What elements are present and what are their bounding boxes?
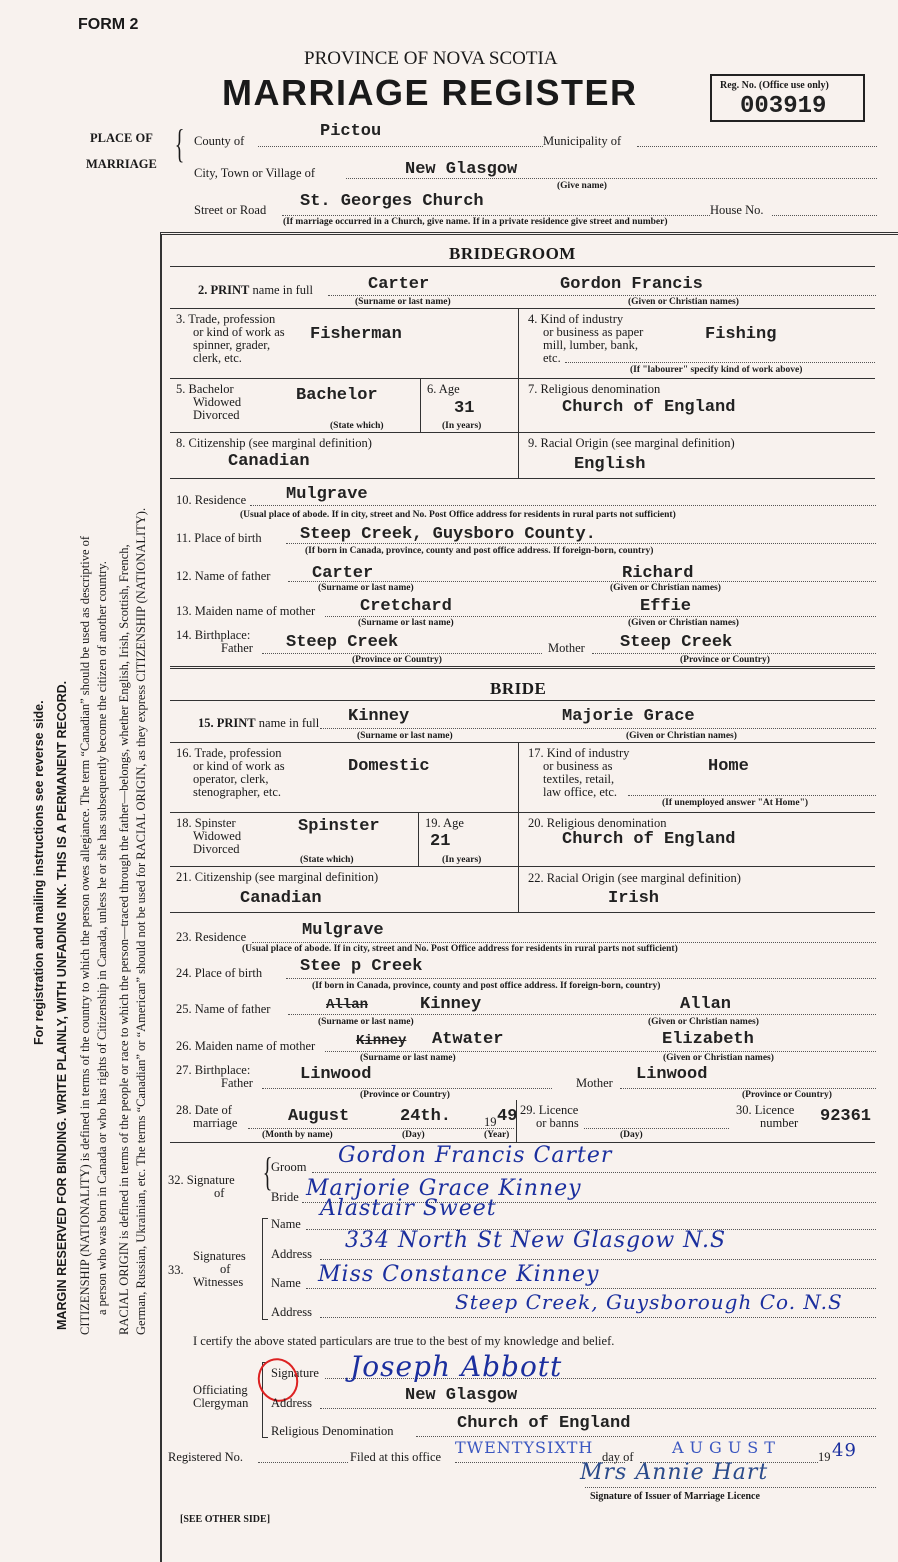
caption: (If "labourer" specify kind of work above) xyxy=(630,365,803,375)
label: of xyxy=(214,1186,225,1200)
bride-residence: Mulgrave xyxy=(302,921,384,940)
bride-citizenship: Canadian xyxy=(240,889,322,908)
filed-month: AUGUST xyxy=(672,1438,781,1457)
marriage-year: 49 xyxy=(497,1107,518,1126)
groom-father-birthplace: Steep Creek xyxy=(286,633,399,652)
give-name-caption: (Give name) xyxy=(557,181,607,191)
marriage-month: August xyxy=(288,1107,350,1126)
groom-religion: Church of England xyxy=(562,398,736,417)
label: law office, etc. xyxy=(543,785,618,799)
caption: (Given or Christian names) xyxy=(626,731,737,741)
label: 4. Kind of industry xyxy=(528,312,624,326)
caption: (Year) xyxy=(484,1130,510,1140)
bride-mother-given: Elizabeth xyxy=(662,1030,754,1049)
certify-statement: I certify the above stated particulars are true to the best of my knowledge and belief. xyxy=(193,1334,615,1348)
brace: { xyxy=(262,1149,273,1194)
label: or banns xyxy=(536,1116,579,1130)
label: 9. Racial Origin (see marginal definition) xyxy=(528,436,735,450)
bride-racial-origin: Irish xyxy=(608,889,660,908)
page-title: MARRIAGE REGISTER xyxy=(222,72,638,113)
label: 16. Trade, profession xyxy=(176,746,282,760)
year-prefix: 19 xyxy=(818,1450,831,1464)
brace: { xyxy=(174,121,185,166)
see-other-side: [SEE OTHER SIDE] xyxy=(180,1514,271,1525)
groom-signature: Gordon Francis Carter xyxy=(338,1143,613,1168)
label: operator, clerk, xyxy=(193,772,269,786)
label: Name xyxy=(271,1276,301,1290)
clergyman-denomination: Church of England xyxy=(457,1414,631,1433)
label: 14. Birthplace: xyxy=(176,628,251,642)
groom-surname: Carter xyxy=(368,275,430,294)
label: Mother xyxy=(576,1076,613,1090)
label: of xyxy=(220,1262,231,1276)
groom-industry: Fishing xyxy=(705,325,777,344)
label: Father xyxy=(221,641,253,655)
label: 28. Date of xyxy=(176,1103,232,1117)
witness2-address: Steep Creek, Guysborough Co. N.S xyxy=(455,1290,843,1314)
street-value: St. Georges Church xyxy=(300,192,484,211)
filed-year: 49 xyxy=(832,1440,857,1461)
label: stenographer, etc. xyxy=(193,785,282,799)
label: 33. xyxy=(168,1263,184,1277)
county-label: County of xyxy=(194,134,245,148)
groom-father-surname: Carter xyxy=(312,564,374,583)
label: 20. Religious denomination xyxy=(528,816,667,830)
bride-trade: Domestic xyxy=(348,757,430,776)
label: Groom xyxy=(271,1160,307,1174)
bride-given-names: Majorie Grace xyxy=(562,707,695,726)
label: 7. Religious denomination xyxy=(528,382,661,396)
label: textiles, retail, xyxy=(543,772,615,786)
label: Divorced xyxy=(193,842,240,856)
label: Address xyxy=(271,1396,312,1410)
caption: (Surname or last name) xyxy=(358,618,454,628)
place-label: PLACE OF xyxy=(90,131,153,145)
label: mill, lumber, bank, xyxy=(543,338,638,352)
label: 18. Spinster xyxy=(176,816,236,830)
label: Clergyman xyxy=(193,1396,249,1410)
label: Filed at this office xyxy=(350,1450,442,1464)
caption: (Month by name) xyxy=(262,1130,333,1140)
label: 11. Place of birth xyxy=(176,531,262,545)
witness1-address: 334 North St New Glasgow N.S xyxy=(345,1228,727,1253)
bride-father-birthplace: Linwood xyxy=(300,1065,372,1084)
caption: (Usual place of abode. If in city, street and No. Post Office address for residents in rural parts not sufficient) xyxy=(240,510,676,520)
brace xyxy=(262,1218,268,1320)
label: 30. Licence xyxy=(736,1103,795,1117)
form-number: FORM 2 xyxy=(78,16,139,33)
bride-industry: Home xyxy=(708,757,749,776)
caption: (Day) xyxy=(620,1130,643,1140)
clergyman-address: New Glasgow xyxy=(405,1386,518,1405)
caption: (Surname or last name) xyxy=(318,583,414,593)
label: 32. Signature xyxy=(168,1173,235,1187)
label: 3. Trade, profession xyxy=(176,312,276,326)
street-note: (If marriage occurred in a Church, give name. If in a private residence give street and number) xyxy=(283,217,668,227)
bride-birthplace: Stee p Creek xyxy=(300,957,423,976)
caption: (In years) xyxy=(442,855,482,865)
margin-racial-def-2: German, Russian, Ukrainian, etc. The terms “Canadian” or “American” should not be used for RACIAL ORIGIN, as they express CITIZENSHIP (NATIONALITY). xyxy=(134,507,148,1335)
margin-racial-def: RACIAL ORIGIN is defined in terms of the people or race to which the person—traced through the father—belongs, whether English, Irish, Scottish, French, xyxy=(117,544,131,1335)
groom-marital-status: Bachelor xyxy=(296,386,378,405)
label: 24. Place of birth xyxy=(176,966,263,980)
county-value: Pictou xyxy=(320,122,382,141)
label: Bride xyxy=(271,1190,299,1204)
year-prefix: 19 xyxy=(484,1115,497,1129)
label: 8. Citizenship (see marginal definition) xyxy=(176,436,372,450)
caption: (Given or Christian names) xyxy=(628,297,739,307)
margin-citizenship-def-2: a person who was born in Canada or who has rights of Citizenship in Canada, unless he or she has subsequently become the citizen of another country. xyxy=(95,561,109,1315)
caption: (Surname or last name) xyxy=(318,1017,414,1027)
label: 26. Maiden name of mother xyxy=(176,1039,316,1053)
bride-surname: Kinney xyxy=(348,707,410,726)
label: Father xyxy=(221,1076,253,1090)
marriage-day: 24th. xyxy=(400,1107,452,1126)
issuer-signature: Mrs Annie Hart xyxy=(580,1460,769,1485)
label: Signature xyxy=(271,1366,319,1380)
bride-father-struck: Allan xyxy=(326,997,369,1013)
witness1-signature: Alastair Sweet xyxy=(320,1196,497,1221)
label: Mother xyxy=(548,641,585,655)
caption: (In years) xyxy=(442,421,482,431)
reg-number: 003919 xyxy=(740,93,827,120)
margin-binding-note: MARGIN RESERVED FOR BINDING. WRITE PLAINLY, WITH UNFADING INK. THIS IS A PERMANENT RECORD. xyxy=(55,680,69,1330)
label: Address xyxy=(271,1247,312,1261)
bride-religion: Church of England xyxy=(562,830,736,849)
licence-number: 92361 xyxy=(820,1107,872,1126)
caption: (Given or Christian names) xyxy=(628,618,739,628)
caption: (Given or Christian names) xyxy=(610,583,721,593)
margin-citizenship-def: CITIZENSHIP (NATIONALITY) is defined in terms of the country to which the person owes allegiance. The term “Canadian” should be used as descriptive of xyxy=(78,535,92,1335)
bride-mother-struck: Kinney xyxy=(356,1033,407,1049)
label: spinner, grader, xyxy=(193,338,271,352)
municipality-label: Municipality of xyxy=(543,134,622,148)
groom-mother-birthplace: Steep Creek xyxy=(620,633,733,652)
label: 6. Age xyxy=(427,382,460,396)
caption: (Surname or last name) xyxy=(355,297,451,307)
margin-instructions: For registration and mailing instructions see reverse side. xyxy=(32,700,46,1045)
label: Registered No. xyxy=(168,1450,243,1464)
label: Witnesses xyxy=(193,1275,244,1289)
label: 29. Licence xyxy=(520,1103,579,1117)
caption: (State which) xyxy=(300,855,354,865)
section-bride: BRIDE xyxy=(490,679,547,698)
groom-trade: Fisherman xyxy=(310,325,402,344)
label: 10. Residence xyxy=(176,493,247,507)
bride-age: 21 xyxy=(430,832,451,851)
groom-mother-surname: Cretchard xyxy=(360,597,452,616)
label: marriage xyxy=(193,1116,238,1130)
groom-racial-origin: English xyxy=(574,455,646,474)
city-label: City, Town or Village of xyxy=(194,166,316,180)
bride-signature: Marjorie Grace Kinney xyxy=(306,1176,582,1201)
label: clerk, etc. xyxy=(193,351,242,365)
reg-number-box xyxy=(710,74,865,122)
label: Widowed xyxy=(193,829,242,843)
groom-citizenship: Canadian xyxy=(228,452,310,471)
marriage-label: MARRIAGE xyxy=(86,157,157,171)
caption: (Day) xyxy=(402,1130,425,1140)
label: 5. Bachelor xyxy=(176,382,234,396)
label: or kind of work as xyxy=(193,759,285,773)
groom-age: 31 xyxy=(454,399,475,418)
label: 22. Racial Origin (see marginal definition) xyxy=(528,871,741,885)
label: Address xyxy=(271,1305,312,1319)
groom-father-given: Richard xyxy=(622,564,694,583)
label: Widowed xyxy=(193,395,242,409)
caption: Signature of Issuer of Marriage Licence xyxy=(590,1491,760,1502)
label: 21. Citizenship (see marginal definition) xyxy=(176,870,379,884)
clergyman-signature: Joseph Abbott xyxy=(350,1350,563,1383)
groom-mother-given: Effie xyxy=(640,597,692,616)
groom-given-names: Gordon Francis xyxy=(560,275,703,294)
bride-mother-surname: Atwater xyxy=(432,1030,504,1049)
caption: (Province or Country) xyxy=(680,655,770,665)
label: Officiating xyxy=(193,1383,248,1397)
caption: (Given or Christian names) xyxy=(648,1017,759,1027)
witness2-signature: Miss Constance Kinney xyxy=(318,1262,600,1287)
caption: (State which) xyxy=(330,421,384,431)
label: 17. Kind of industry xyxy=(528,746,630,760)
caption: (If born in Canada, province, county and post office address. If foreign-born, country) xyxy=(305,546,654,556)
caption: (Surname or last name) xyxy=(360,1053,456,1063)
label: day of xyxy=(602,1450,634,1464)
label: or business as paper xyxy=(543,325,644,339)
caption: (Surname or last name) xyxy=(357,731,453,741)
caption: (If unemployed answer "At Home") xyxy=(662,798,809,808)
label: number xyxy=(760,1116,799,1130)
label: Name xyxy=(271,1217,301,1231)
label: Religious Denomination xyxy=(271,1424,394,1438)
caption: (Usual place of abode. If in city, street and No. Post Office address for residents in rural parts not sufficient) xyxy=(242,944,678,954)
reg-label: Reg. No. (Office use only) xyxy=(720,80,829,91)
label: 23. Residence xyxy=(176,930,247,944)
label: 13. Maiden name of mother xyxy=(176,604,316,618)
house-label: House No. xyxy=(710,203,764,217)
street-label: Street or Road xyxy=(194,203,267,217)
bride-marital-status: Spinster xyxy=(298,817,380,836)
label: Divorced xyxy=(193,408,240,422)
caption: (If born in Canada, province, county and post office address. If foreign-born, country) xyxy=(312,981,661,991)
label: or kind of work as xyxy=(193,325,285,339)
label: etc. xyxy=(543,351,561,365)
province-title: PROVINCE OF NOVA SCOTIA xyxy=(304,48,558,69)
label: 19. Age xyxy=(425,816,464,830)
groom-birthplace: Steep Creek, Guysboro County. xyxy=(300,525,596,544)
bride-father-given: Allan xyxy=(680,995,732,1014)
bride-mother-birthplace: Linwood xyxy=(636,1065,708,1084)
city-value: New Glasgow xyxy=(405,160,518,179)
filed-day: TWENTYSIXTH xyxy=(455,1438,594,1457)
caption: (Province or Country) xyxy=(352,655,442,665)
label: 27. Birthplace: xyxy=(176,1063,251,1077)
caption: (Province or Country) xyxy=(360,1090,450,1100)
label: 15. PRINT name in full xyxy=(198,716,320,730)
groom-residence: Mulgrave xyxy=(286,485,368,504)
label: 12. Name of father xyxy=(176,569,271,583)
label: 25. Name of father xyxy=(176,1002,271,1016)
caption: (Province or Country) xyxy=(742,1090,832,1100)
label: or business as xyxy=(543,759,613,773)
bride-father-surname: Kinney xyxy=(420,995,482,1014)
section-bridegroom: BRIDEGROOM xyxy=(449,244,576,263)
caption: (Given or Christian names) xyxy=(663,1053,774,1063)
label: 2. PRINT name in full xyxy=(198,283,313,297)
label: Signatures xyxy=(193,1249,246,1263)
